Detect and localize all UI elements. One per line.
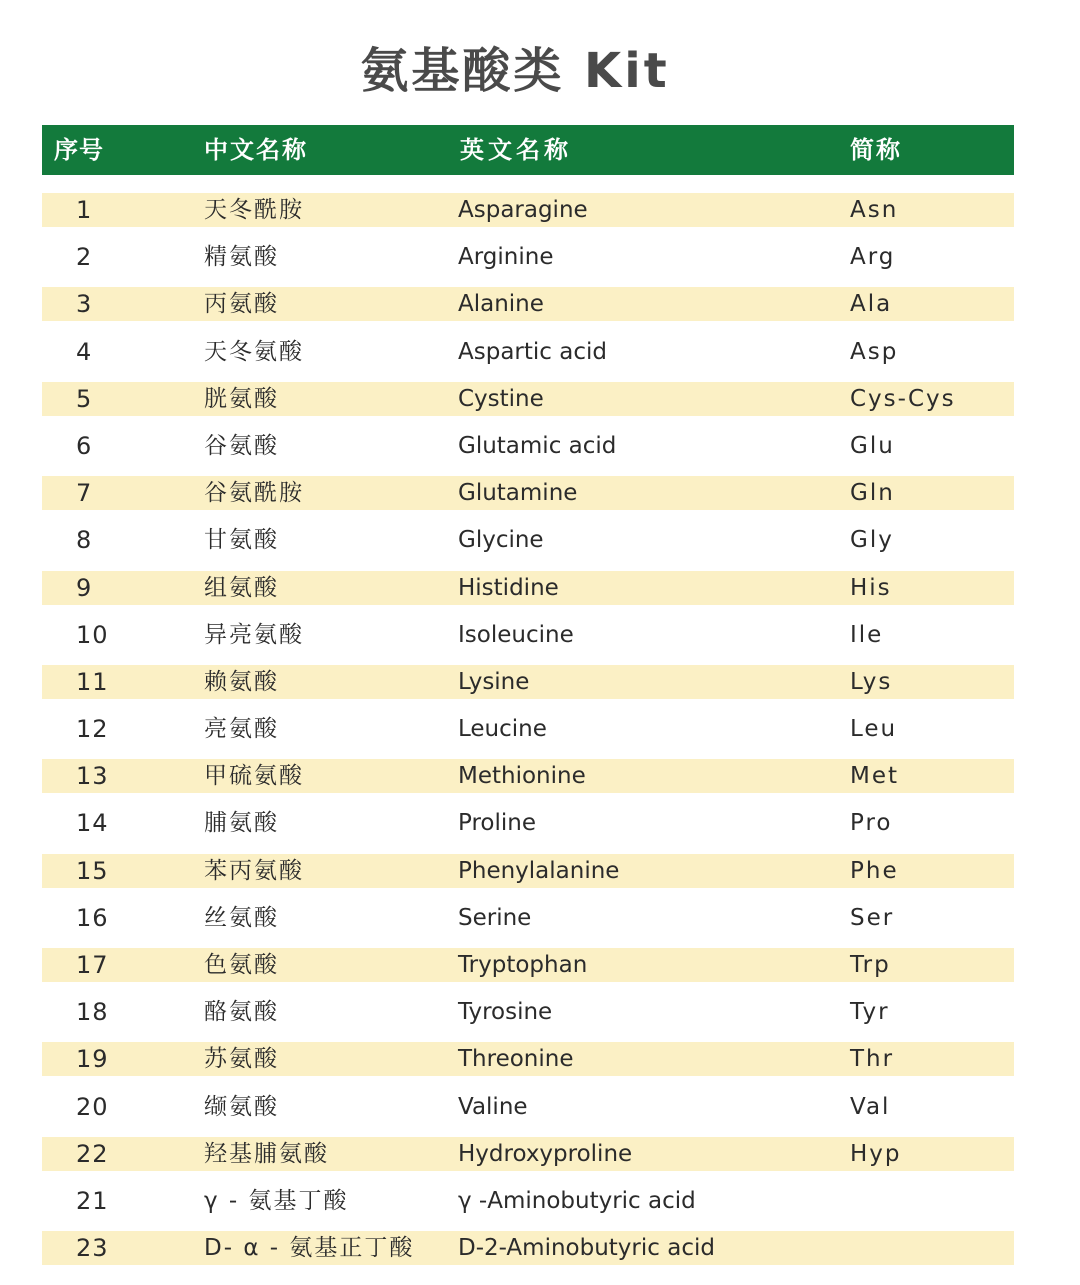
row-abbreviation: Cys-Cys xyxy=(850,385,956,412)
row-abbreviation: Lys xyxy=(850,668,893,695)
row-abbreviation: Ser xyxy=(850,904,895,931)
row-chinese-name: 色氨酸 xyxy=(204,952,279,978)
table-row xyxy=(42,946,1014,993)
row-number: 1 xyxy=(76,196,93,224)
row-english-name: Valine xyxy=(458,1093,528,1120)
row-english-name: Isoleucine xyxy=(458,621,574,648)
table-row xyxy=(42,427,1014,474)
row-number: 16 xyxy=(76,903,109,932)
row-chinese-name: 甲硫氨酸 xyxy=(204,763,304,790)
header-number: 序号 xyxy=(54,136,104,164)
page-title: 氨基酸类 Kit xyxy=(360,43,670,99)
table-row xyxy=(42,238,1014,285)
row-abbreviation: Arg xyxy=(850,244,896,271)
row-english-name: γ -Aminobutyric acid xyxy=(458,1187,696,1214)
row-number: 17 xyxy=(76,951,109,979)
row-english-name: Histidine xyxy=(458,574,559,601)
table-row xyxy=(42,993,1014,1040)
table-row xyxy=(42,1135,1014,1182)
row-english-name: Alanine xyxy=(458,291,544,318)
table-row xyxy=(42,710,1014,757)
row-abbreviation: Ile xyxy=(850,621,884,648)
row-english-name: Arginine xyxy=(458,244,554,271)
row-chinese-name: D- α - 氨基正丁酸 xyxy=(204,1235,415,1262)
table-row xyxy=(42,1040,1014,1087)
row-number: 4 xyxy=(76,337,93,366)
row-number: 14 xyxy=(76,809,109,838)
row-abbreviation: Met xyxy=(850,763,900,790)
row-english-name: Serine xyxy=(458,904,532,931)
row-english-name: Cystine xyxy=(458,385,544,412)
row-number: 18 xyxy=(76,998,109,1027)
row-number: 13 xyxy=(76,762,109,791)
row-chinese-name: 精氨酸 xyxy=(204,244,279,271)
row-chinese-name: 天冬酰胺 xyxy=(204,197,304,223)
header-chinese-name: 中文名称 xyxy=(204,136,308,164)
row-abbreviation: Pro xyxy=(850,810,893,837)
row-number: 9 xyxy=(76,573,93,602)
table-row xyxy=(42,285,1014,332)
row-english-name: Tryptophan xyxy=(458,952,588,978)
row-number: 23 xyxy=(76,1234,109,1263)
table-row xyxy=(42,521,1014,568)
row-abbreviation: Glu xyxy=(850,432,895,459)
row-english-name: Aspartic acid xyxy=(458,338,607,365)
table-row xyxy=(42,804,1014,851)
row-number: 5 xyxy=(76,384,93,413)
row-number: 10 xyxy=(76,620,109,649)
row-abbreviation: Asn xyxy=(850,197,899,223)
row-abbreviation: Hyp xyxy=(850,1140,902,1167)
table-row xyxy=(42,663,1014,710)
row-english-name: Threonine xyxy=(458,1046,574,1073)
table-row xyxy=(42,757,1014,804)
row-abbreviation: Asp xyxy=(850,338,899,365)
row-number: 11 xyxy=(76,667,109,696)
table-row xyxy=(42,899,1014,946)
row-number: 22 xyxy=(76,1139,109,1168)
row-abbreviation: Trp xyxy=(850,952,891,978)
row-english-name: Asparagine xyxy=(458,197,588,223)
row-chinese-name: 谷氨酰胺 xyxy=(204,480,304,507)
row-chinese-name: 异亮氨酸 xyxy=(204,621,304,648)
row-chinese-name: 谷氨酸 xyxy=(204,432,279,459)
table-row xyxy=(42,474,1014,521)
row-abbreviation: Phe xyxy=(850,857,899,884)
row-chinese-name: γ - 氨基丁酸 xyxy=(204,1187,349,1214)
row-abbreviation: Thr xyxy=(850,1046,895,1073)
table-row xyxy=(42,1088,1014,1135)
row-chinese-name: 苯丙氨酸 xyxy=(204,857,304,884)
table-header xyxy=(42,125,1014,175)
row-number: 7 xyxy=(76,479,93,508)
row-english-name: Proline xyxy=(458,810,536,837)
table-row xyxy=(42,191,1014,238)
row-english-name: Hydroxyproline xyxy=(458,1140,633,1167)
row-abbreviation: Leu xyxy=(850,716,898,743)
amino-acid-table xyxy=(42,125,1014,1263)
table-row xyxy=(42,852,1014,899)
table-row xyxy=(42,569,1014,616)
row-chinese-name: 酪氨酸 xyxy=(204,999,279,1026)
table-row xyxy=(42,333,1014,380)
table-row xyxy=(42,380,1014,427)
row-chinese-name: 组氨酸 xyxy=(204,574,279,601)
row-chinese-name: 丙氨酸 xyxy=(204,291,279,318)
row-english-name: Leucine xyxy=(458,716,547,743)
row-number: 2 xyxy=(76,243,93,272)
row-chinese-name: 天冬氨酸 xyxy=(204,338,304,365)
row-english-name: Lysine xyxy=(458,668,530,695)
row-number: 21 xyxy=(76,1186,109,1215)
row-chinese-name: 脯氨酸 xyxy=(204,810,279,837)
row-number: 20 xyxy=(76,1092,109,1121)
row-number: 6 xyxy=(76,431,93,460)
row-number: 15 xyxy=(76,856,109,885)
row-english-name: Phenylalanine xyxy=(458,857,620,884)
table-row xyxy=(42,616,1014,663)
header-english-name: 英文名称 xyxy=(460,136,572,164)
row-english-name: Glutamic acid xyxy=(458,432,617,459)
row-abbreviation: His xyxy=(850,574,892,601)
row-english-name: Glutamine xyxy=(458,480,578,507)
row-number: 12 xyxy=(76,715,109,744)
row-number: 8 xyxy=(76,526,93,555)
row-english-name: Tyrosine xyxy=(458,999,553,1026)
row-chinese-name: 甘氨酸 xyxy=(204,527,279,554)
row-chinese-name: 丝氨酸 xyxy=(204,904,279,931)
row-chinese-name: 赖氨酸 xyxy=(204,668,279,695)
row-chinese-name: 缬氨酸 xyxy=(204,1093,279,1120)
row-abbreviation: Tyr xyxy=(850,999,890,1026)
row-abbreviation: Ala xyxy=(850,291,893,318)
row-abbreviation: Val xyxy=(850,1093,891,1120)
row-chinese-name: 亮氨酸 xyxy=(204,716,279,743)
row-number: 3 xyxy=(76,290,93,319)
table-row xyxy=(42,1182,1014,1229)
row-abbreviation: Gly xyxy=(850,527,894,554)
table-body xyxy=(42,191,1014,1276)
row-english-name: D-2-Aminobutyric acid xyxy=(458,1235,715,1262)
table-row xyxy=(42,1229,1014,1276)
row-number: 19 xyxy=(76,1045,109,1074)
header-abbreviation: 简称 xyxy=(850,136,902,164)
row-chinese-name: 羟基脯氨酸 xyxy=(204,1140,329,1167)
row-chinese-name: 胱氨酸 xyxy=(204,385,279,412)
row-chinese-name: 苏氨酸 xyxy=(204,1046,279,1073)
row-english-name: Methionine xyxy=(458,763,586,790)
row-english-name: Glycine xyxy=(458,527,544,554)
row-abbreviation: Gln xyxy=(850,480,895,507)
